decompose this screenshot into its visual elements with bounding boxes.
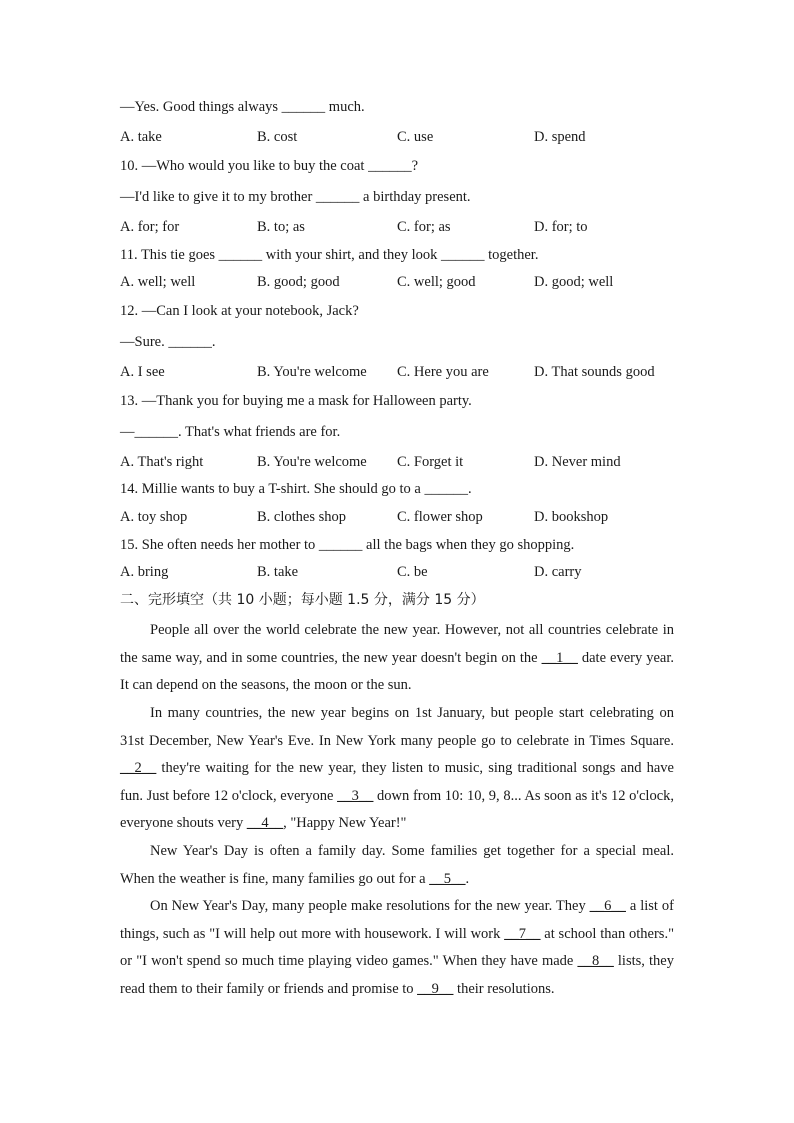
- passage-text: New Year's Day is often a family day. Some families get together for a special meal. When the weather is fine, many families go out for a: [120, 843, 674, 887]
- passage-text: In many countries, the new year begins on 1st January, but people start celebrating on 31st December, New Year's Eve. In New York many people go to celebrate in Times Square.: [120, 705, 674, 749]
- option-a: A. I see: [120, 364, 165, 380]
- question-15-stem: 15. She often needs her mother to ______ all the bags when they go shopping.: [120, 537, 575, 553]
- option-d: D. bookshop: [534, 509, 609, 525]
- question-13-answer-line: —______. That's what friends are for.: [120, 424, 341, 440]
- question-11-stem: 11. This tie goes ______ with your shirt, and they look ______ together.: [120, 247, 539, 263]
- option-d: D. for; to: [534, 219, 588, 235]
- option-c: C. well; good: [397, 274, 476, 290]
- question-14-stem: 14. Millie wants to buy a T-shirt. She should go to a ______.: [120, 481, 472, 497]
- option-b: B. clothes shop: [257, 509, 347, 525]
- option-a: A. well; well: [120, 274, 196, 290]
- option-c: C. use: [397, 129, 434, 145]
- option-c: C. flower shop: [397, 509, 483, 525]
- question-9-options: [120, 127, 680, 147]
- question-10-stem: 10. —Who would you like to buy the coat ______?: [120, 158, 419, 174]
- passage-text: On New Year's Day, many people make resolutions for the new year. They: [150, 898, 590, 914]
- passage-text: , "Happy New Year!": [283, 815, 407, 831]
- option-b: B. You're welcome: [257, 364, 367, 380]
- passage-text: a list of things, such as "I will help out more with housework. I will work: [120, 898, 674, 942]
- option-d: D. good; well: [534, 274, 614, 290]
- question-11-options: [120, 272, 680, 292]
- passage-text: at school than others." or "I won't spend so much time playing video games." When they have made: [120, 925, 674, 969]
- option-a: A. take: [120, 129, 162, 145]
- section-title: 二、完形填空（共 10 小题；每小题 1.5 分，满分 15 分）: [120, 592, 485, 608]
- option-d: D. carry: [534, 564, 582, 580]
- passage-paragraph-2: [120, 700, 674, 838]
- blank-4: __4__: [246, 815, 284, 831]
- option-c: C. Forget it: [397, 454, 464, 470]
- question-13-stem: 13. —Thank you for buying me a mask for Halloween party.: [120, 393, 472, 409]
- option-d: D. spend: [534, 129, 586, 145]
- option-c: C. be: [397, 564, 428, 580]
- passage-paragraph-4: [120, 893, 674, 1003]
- passage-text: People all over the world celebrate the new year. However, not all countries celebrate in the same way, and in some countries, the new year doesn't begin on the: [120, 622, 674, 666]
- question-10-options: [120, 217, 680, 237]
- passage-text: their resolutions.: [453, 980, 555, 997]
- option-d: D. Never mind: [534, 454, 621, 470]
- question-12-answer-line: —Sure. ______.: [120, 334, 216, 350]
- question-9-answer-line: —Yes. Good things always ______ much.: [120, 99, 365, 115]
- passage-text: they're waiting for the new year, they listen to music, sing traditional songs and have fun. Just before 12 o'clock, everyone: [120, 760, 674, 804]
- question-10-answer-line: —I'd like to give it to my brother ______ a birthday present.: [120, 189, 471, 205]
- option-b: B. good; good: [257, 274, 340, 290]
- option-a: A. for; for: [120, 219, 180, 235]
- blank-1: __1__: [541, 649, 578, 666]
- blank-6: __6__: [589, 898, 626, 914]
- question-13-options: [120, 452, 680, 472]
- question-12-options: [120, 362, 680, 382]
- option-b: B. take: [257, 564, 299, 580]
- passage-text: date every year. It can depend on the seasons, the moon or the sun.: [120, 649, 674, 693]
- passage-paragraph-3: [120, 838, 674, 893]
- passage-text: .: [465, 870, 470, 887]
- question-15-options: [120, 562, 680, 582]
- option-c: C. for; as: [397, 219, 451, 235]
- option-a: A. bring: [120, 564, 169, 580]
- question-12-stem: 12. —Can I look at your notebook, Jack?: [120, 303, 359, 319]
- passage-text: down from 10: 10, 9, 8... As soon as it's 12 o'clock, everyone shouts very: [120, 787, 675, 831]
- option-b: B. to; as: [257, 219, 305, 235]
- blank-9: __9__: [417, 980, 454, 997]
- passage-paragraph-1: [120, 617, 674, 700]
- option-a: A. That's right: [120, 454, 204, 470]
- option-a: A. toy shop: [120, 509, 188, 525]
- blank-7: __7__: [504, 925, 541, 942]
- blank-5: __5__: [429, 870, 466, 887]
- passage-text: lists, they read them to their family or friends and promise to: [120, 953, 674, 997]
- question-14-options: [120, 507, 680, 527]
- blank-2: __2__: [120, 760, 157, 776]
- option-b: B. cost: [257, 129, 298, 145]
- option-c: C. Here you are: [397, 364, 489, 380]
- blank-3: __3__: [337, 787, 374, 804]
- option-b: B. You're welcome: [257, 454, 367, 470]
- blank-8: __8__: [577, 953, 614, 969]
- option-d: D. That sounds good: [534, 364, 655, 380]
